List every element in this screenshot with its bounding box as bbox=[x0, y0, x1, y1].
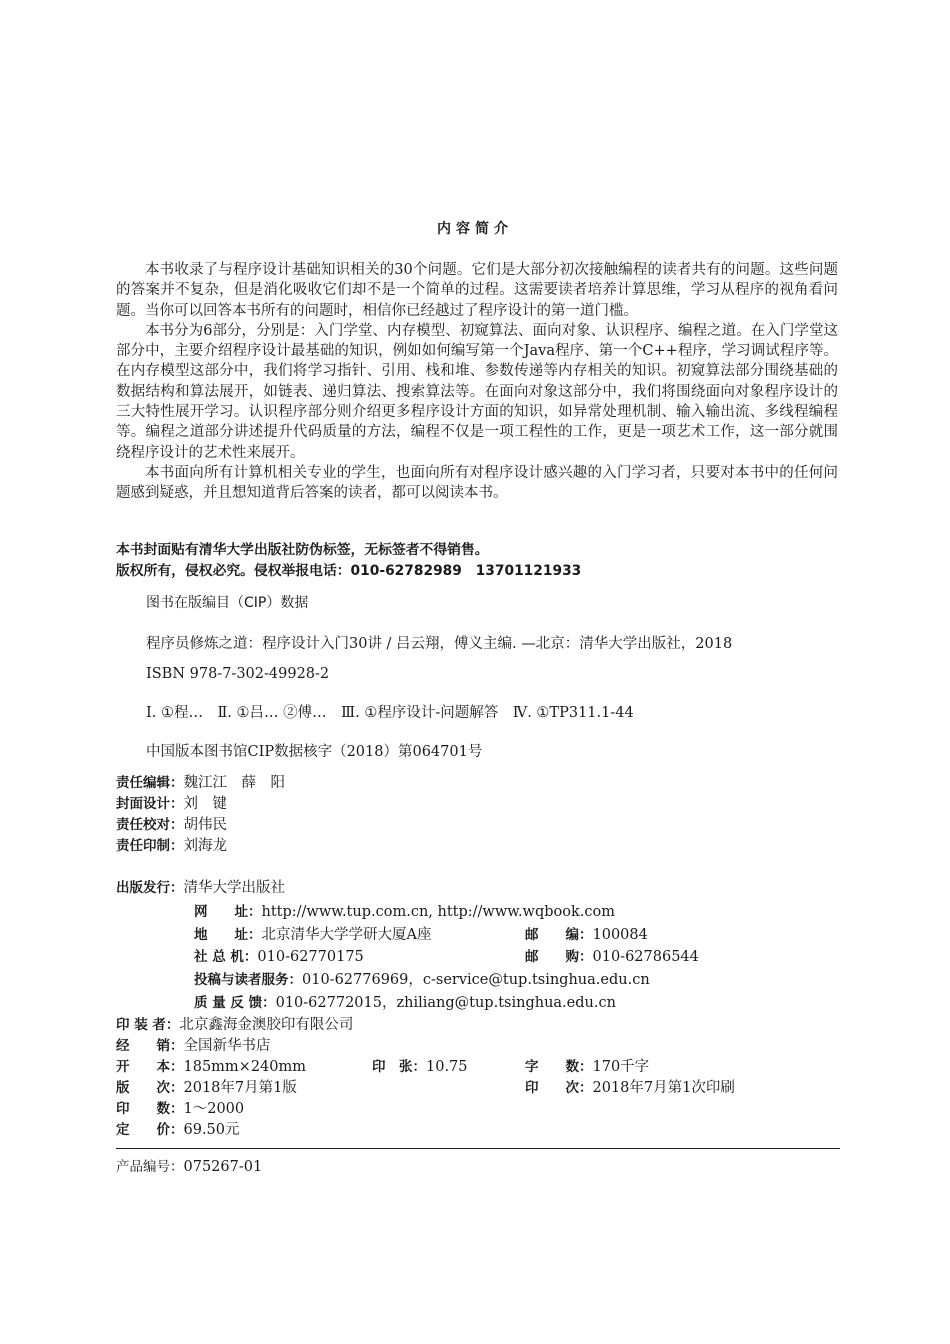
product-code-label: 产品编号： bbox=[116, 1159, 184, 1175]
mail-order-value: 010-62786544 bbox=[592, 949, 699, 965]
product-code-row bbox=[116, 1157, 262, 1178]
mail-order-label: 邮 购： bbox=[525, 949, 593, 965]
switchboard-value: 010-62770175 bbox=[257, 949, 364, 965]
staff-row bbox=[116, 815, 227, 836]
staff-label: 责任校对： bbox=[116, 817, 184, 833]
staff-value: 刘 键 bbox=[183, 796, 227, 812]
distributor-value: 全国新华书店 bbox=[183, 1038, 271, 1054]
impression-label: 印 次： bbox=[525, 1080, 593, 1096]
submission-value[interactable]: 010-62776969，c-service@tup.tsinghua.edu.cn bbox=[302, 972, 650, 988]
web-urls[interactable]: http://www.tup.com.cn, http://www.wqbook.com bbox=[261, 904, 615, 920]
postcode-label: 邮 编： bbox=[525, 927, 593, 943]
edition-value: 2018年7月第1版 bbox=[183, 1080, 297, 1096]
cip-classification: Ⅰ. ①程… Ⅱ. ①吕… ②傅… Ⅲ. ①程序设计-问题解答 Ⅳ. ①TP311.1-44 bbox=[146, 705, 634, 721]
format-label: 开 本： bbox=[116, 1059, 184, 1075]
price-label: 定 价： bbox=[116, 1122, 184, 1138]
copies-value: 1～2000 bbox=[183, 1101, 245, 1117]
postcode-value: 100084 bbox=[592, 927, 648, 943]
printer-label: 印 装 者： bbox=[116, 1017, 180, 1033]
address-label: 地 址： bbox=[194, 927, 262, 943]
edition-label: 版 次： bbox=[116, 1080, 184, 1096]
feedback-label: 质 量 反 馈： bbox=[194, 995, 276, 1011]
intro-paragraph-1: 本书收录了与程序设计基础知识相关的30个问题。它们是大部分初次接触编程的读者共有的问题。这些问题的答案并不复杂，但是消化吸收它们却不是一个简单的过程。这需要读者培养计算思维，学习从程序的视角看问题。当你可以回答本书所有的问题时，相信你已经越过了程序设计的第一道门槛。 bbox=[116, 262, 838, 319]
web-label: 网 址： bbox=[194, 904, 262, 920]
format-value: 185mm×240mm bbox=[183, 1059, 306, 1075]
intro-heading: 内容简介 bbox=[437, 221, 513, 237]
distributor-row bbox=[116, 1036, 271, 1057]
sheets-value: 10.75 bbox=[426, 1059, 468, 1075]
staff-label: 责任印制： bbox=[116, 838, 184, 854]
feedback-row bbox=[194, 993, 616, 1014]
switchboard-label: 社 总 机： bbox=[194, 949, 258, 965]
publisher-address-row bbox=[194, 925, 431, 946]
copies-label: 印 数： bbox=[116, 1101, 184, 1117]
publisher-label: 出版发行： bbox=[116, 880, 184, 896]
intro-paragraph-2: 本书分为6部分，分别是：入门学堂、内存模型、初窥算法、面向对象、认识程序、编程之道。在入门学堂这部分中，主要介绍程序设计最基础的知识，例如如何编写第一个Java程序、第一个C++程序，学习调试程序等。在内存模型这部分中，我们将学习指针、引用、栈和堆、参数传递等内存相关的知识。初窥算法部分围绕基础的数据结构和算法展开，如链表、递归算法、搜索算法等。在面向对象这部分中，我们将围绕面向对象程序设计的三大特性展开学习。认识程序部分则介绍更多程序设计方面的知识，如异常处理机制、输入输出流、多线程编程等。编程之道部分讲述提升代码质量的方法，编程不仅是一项工程性的工作，更是一项艺术工作，这一部分就围绕程序设计的艺术性来展开。 bbox=[116, 322, 838, 461]
staff-value: 魏江江 薛 阳 bbox=[183, 775, 285, 791]
submission-label: 投稿与读者服务： bbox=[194, 972, 302, 988]
divider bbox=[116, 1148, 840, 1149]
submission-row bbox=[194, 970, 650, 991]
publisher-row bbox=[116, 878, 285, 899]
staff-value: 胡伟民 bbox=[183, 817, 227, 833]
staff-value: 刘海龙 bbox=[183, 838, 227, 854]
staff-row bbox=[116, 773, 285, 794]
cip-entry: 程序员修炼之道：程序设计入门30讲 / 吕云翔，傅义主编. —北京：清华大学出版社，2018 bbox=[146, 636, 733, 652]
distributor-label: 经 销： bbox=[116, 1038, 184, 1054]
impression-row bbox=[525, 1078, 735, 1099]
staff-label: 责任编辑： bbox=[116, 775, 184, 791]
sheets-row bbox=[372, 1057, 468, 1078]
switchboard-row bbox=[194, 947, 364, 968]
feedback-value[interactable]: 010-62772015，zhiliang@tup.tsinghua.edu.cn bbox=[275, 995, 616, 1011]
copies-row bbox=[116, 1099, 244, 1120]
format-row bbox=[116, 1057, 306, 1078]
staff-row bbox=[116, 794, 227, 815]
publisher-name: 清华大学出版社 bbox=[183, 880, 285, 896]
intro-section bbox=[116, 260, 838, 504]
copyright-notice: 版权所有，侵权必究。侵权举报电话：010-62782989 13701121933 bbox=[116, 563, 582, 579]
staff-row bbox=[116, 836, 227, 857]
address-value: 北京清华大学学研大厦A座 bbox=[261, 927, 432, 943]
price-value: 69.50元 bbox=[183, 1122, 240, 1138]
words-label: 字 数： bbox=[525, 1059, 593, 1075]
edition-row bbox=[116, 1078, 297, 1099]
cip-isbn: ISBN 978-7-302-49928-2 bbox=[146, 666, 330, 682]
price-row bbox=[116, 1120, 240, 1141]
impression-value: 2018年7月第1次印刷 bbox=[592, 1080, 735, 1096]
product-code-value: 075267-01 bbox=[183, 1159, 263, 1175]
cip-library-number: 中国版本图书馆CIP数据核字（2018）第064701号 bbox=[146, 744, 483, 760]
mail-order-row bbox=[525, 947, 699, 968]
words-value: 170千字 bbox=[592, 1059, 650, 1075]
sheets-label: 印 张： bbox=[372, 1059, 426, 1075]
intro-paragraph-3: 本书面向所有计算机相关专业的学生，也面向所有对程序设计感兴趣的入门学习者，只要对本书中的任何问题感到疑惑，并且想知道背后答案的读者，都可以阅读本书。 bbox=[116, 464, 838, 502]
printer-value: 北京鑫海金澳胶印有限公司 bbox=[179, 1017, 354, 1033]
cip-title: 图书在版编目（CIP）数据 bbox=[146, 595, 309, 611]
postcode-row bbox=[525, 925, 648, 946]
publisher-web-row bbox=[194, 902, 615, 923]
printer-row bbox=[116, 1015, 353, 1036]
staff-label: 封面设计： bbox=[116, 796, 184, 812]
words-row bbox=[525, 1057, 649, 1078]
anti-counterfeit-notice: 本书封面贴有清华大学出版社防伪标签，无标签者不得销售。 bbox=[116, 542, 489, 558]
